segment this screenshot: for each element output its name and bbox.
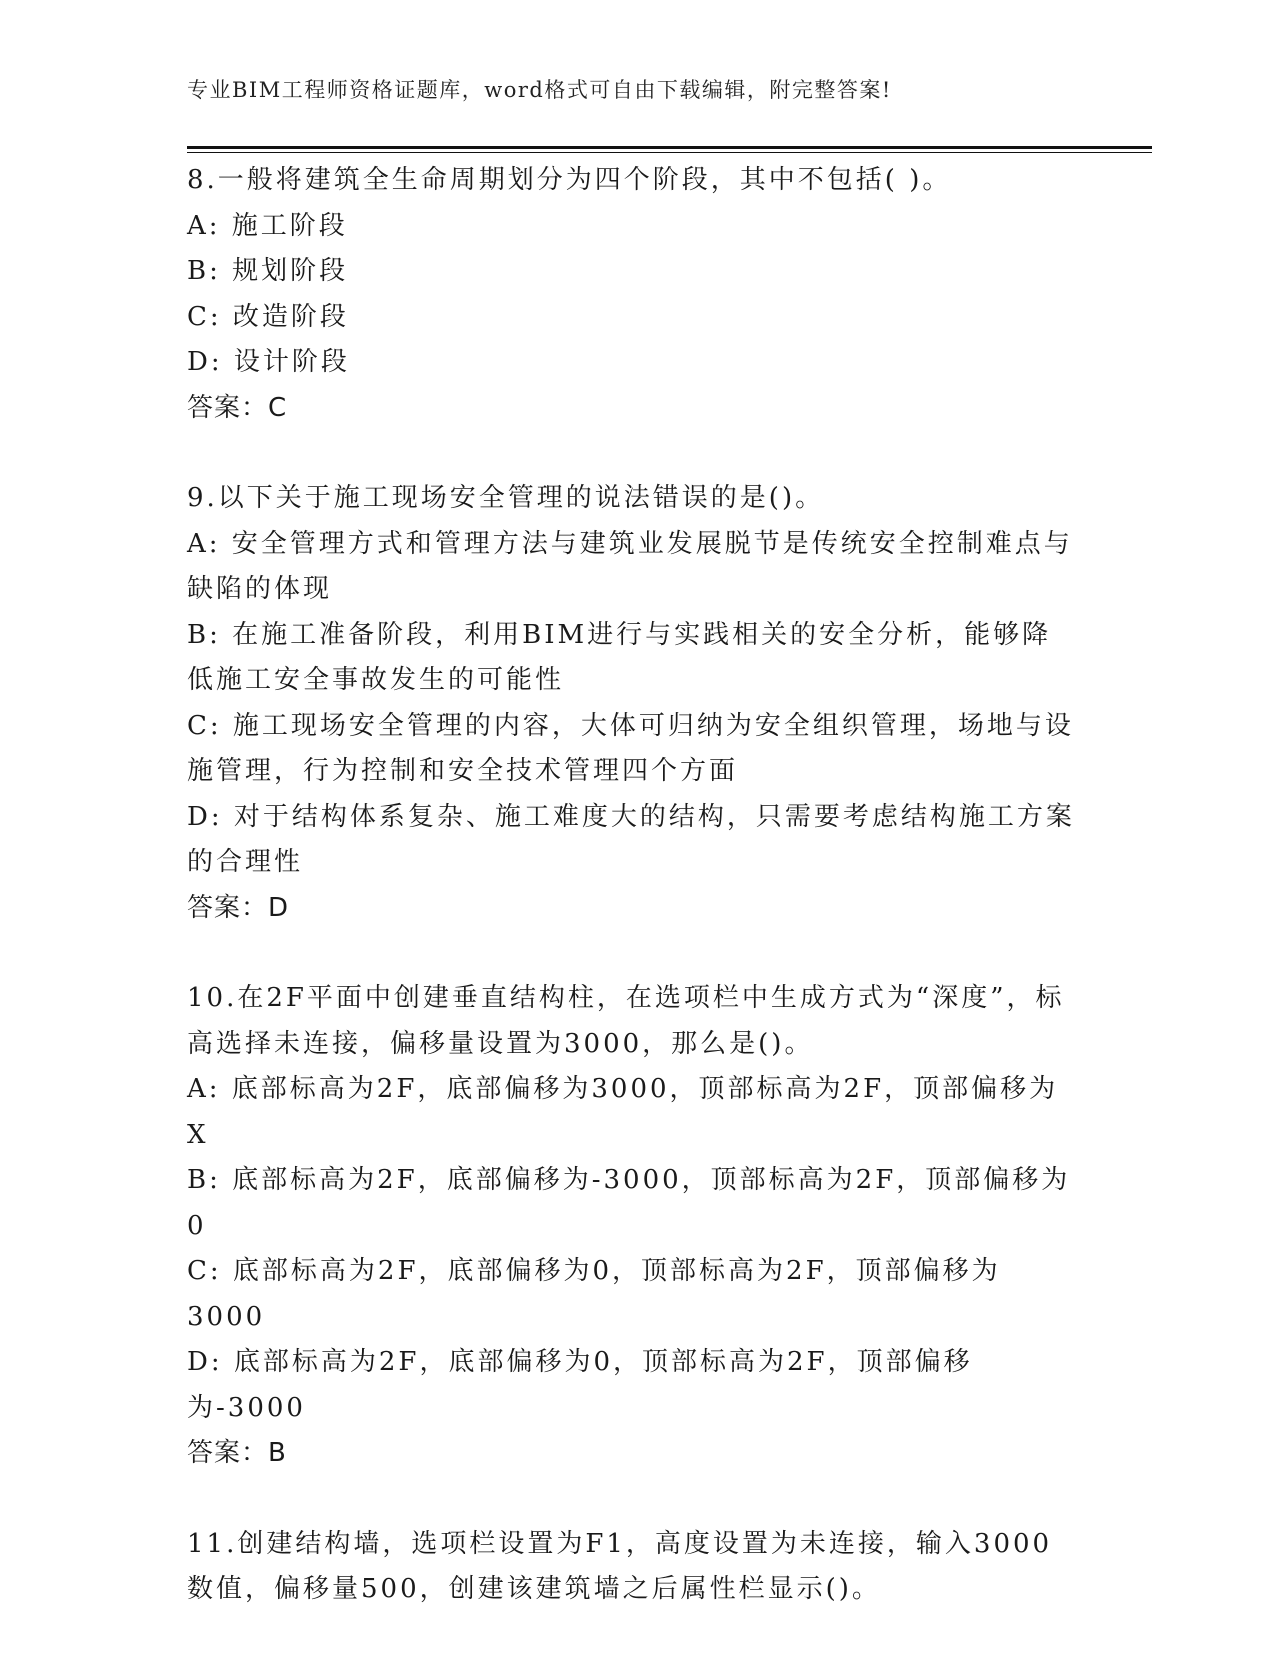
- question-stem: 11.创建结构墙，选项栏设置为F1，高度设置为未连接，输入3000数值，偏移量500，创建该建筑墙之后属性栏显示()。: [187, 1528, 1053, 1604]
- option-d: D: 设计阶段: [187, 347, 350, 377]
- header-rule-thin: [187, 152, 1152, 153]
- option-b: B: 底部标高为2F，底部偏移为-3000，顶部标高为2F，顶部偏移为0: [187, 1165, 1071, 1241]
- option-c: C: 底部标高为2F，底部偏移为0，顶部标高为2F，顶部偏移为3000: [187, 1256, 1001, 1332]
- option-a: A: 安全管理方式和管理方法与建筑业发展脱节是传统安全控制难点与缺陷的体现: [187, 528, 1073, 604]
- question-stem: 8.一般将建筑全生命周期划分为四个阶段，其中不包括( )。: [187, 165, 952, 195]
- question-11: [187, 1522, 1077, 1613]
- option-c: C: 施工现场安全管理的内容，大体可归纳为安全组织管理，场地与设施管理，行为控制和安全技术管理四个方面: [187, 710, 1074, 786]
- answer: 答案：D: [187, 892, 290, 923]
- option-b: B: 在施工准备阶段，利用BIM进行与实践相关的安全分析，能够降低施工安全事故发生的可能性: [187, 619, 1052, 695]
- question-stem: 10.在2F平面中创建垂直结构柱，在选项栏中生成方式为“深度”，标高选择未连接，偏移量设置为3000，那么是()。: [187, 983, 1065, 1059]
- question-stem: 9.以下关于施工现场安全管理的说法错误的是()。: [187, 483, 825, 513]
- option-a: A: 底部标高为2F，底部偏移为3000，顶部标高为2F，顶部偏移为X: [187, 1074, 1059, 1150]
- answer: 答案：C: [187, 392, 288, 423]
- header-rule-thick: [187, 146, 1152, 149]
- answer: 答案：B: [187, 1438, 287, 1468]
- option-a: A: 施工阶段: [187, 210, 348, 241]
- option-d: D: 对于结构体系复杂、施工难度大的结构，只需要考虑结构施工方案的合理性: [187, 801, 1075, 877]
- question-8: [187, 158, 1077, 431]
- option-c: C: 改造阶段: [187, 301, 349, 332]
- question-list: [187, 158, 1077, 1658]
- option-d: D: 底部标高为2F，底部偏移为0，顶部标高为2F，顶部偏移为-3000: [187, 1347, 973, 1423]
- question-9: [187, 476, 1077, 931]
- option-b: B: 规划阶段: [187, 256, 349, 286]
- page-header: 专业BIM工程师资格证题库，word格式可自由下载编辑，附完整答案!: [187, 78, 892, 102]
- question-10: [187, 976, 1077, 1477]
